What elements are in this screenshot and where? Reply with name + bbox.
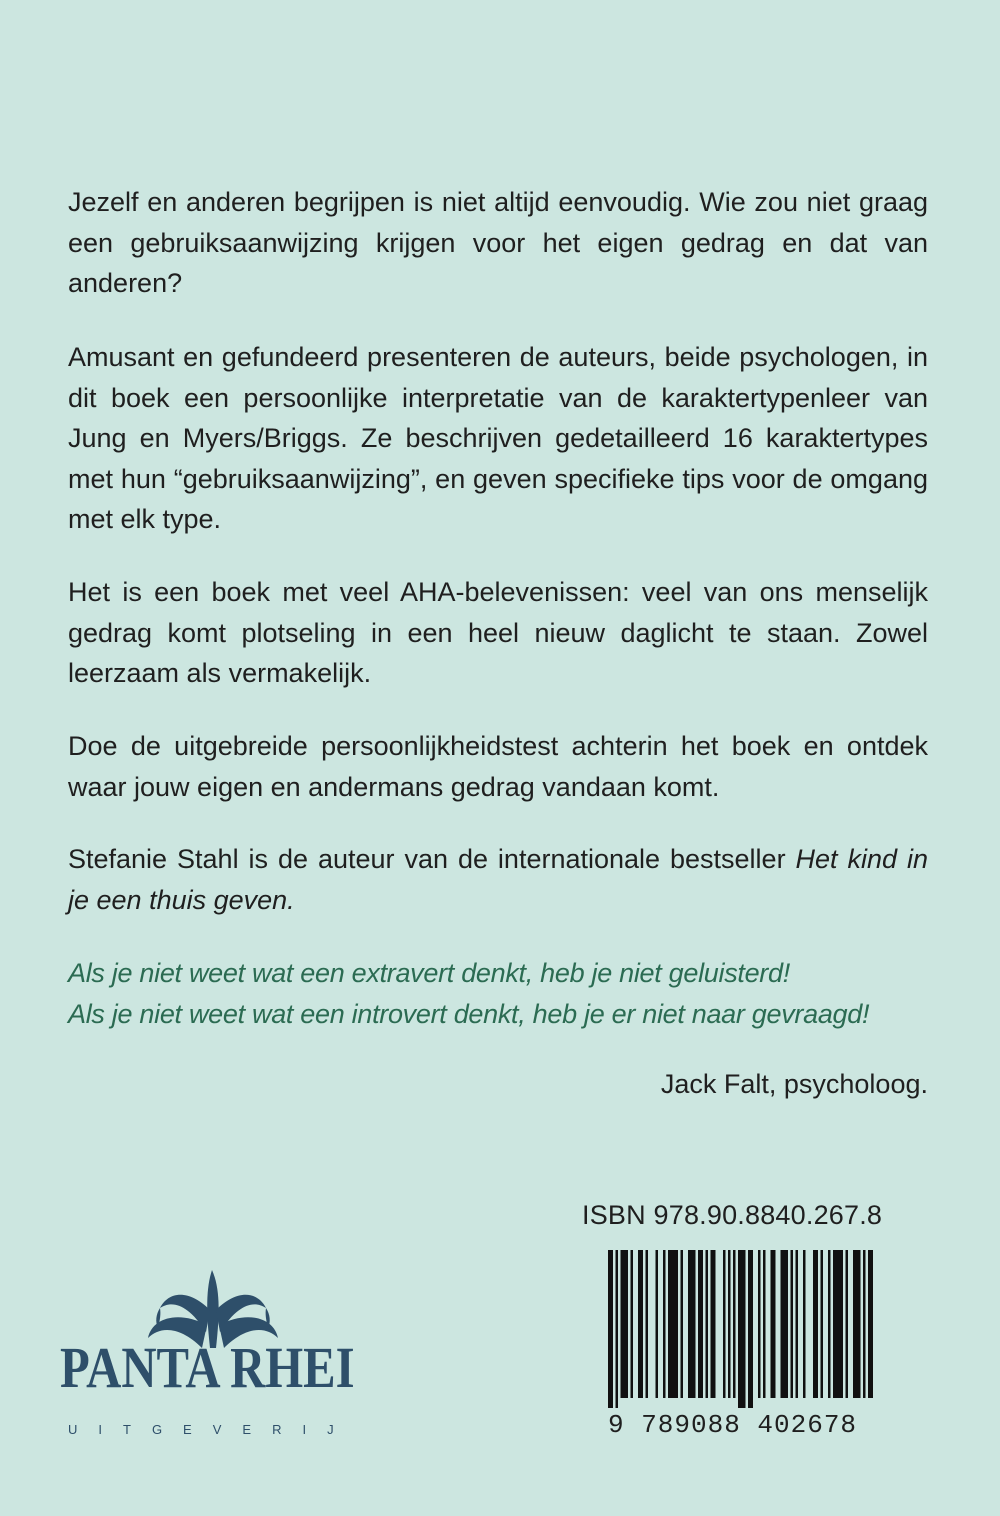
blurb-paragraph-2: Amusant en gefundeerd presenteren de auteurs, beide psychologen, in dit boek een persoonlijke interpretatie van de karaktertypenleer van Jung en Myers/Briggs. Ze beschrijven gedetailleerd 16 karaktertypes met hun “gebruiksaanwijzing”, en geven specifieke tips voor de omgang met elk type. <box>68 342 928 534</box>
barcode-bar <box>698 1250 703 1398</box>
quote-line-2: Als je niet weet wat een introvert denkt, heb je er niet naar gevraagd! <box>68 998 870 1029</box>
barcode-bar <box>656 1250 659 1398</box>
barcode-bar <box>821 1250 824 1398</box>
barcode-bar <box>681 1250 684 1398</box>
barcode-bar <box>738 1250 746 1408</box>
barcode-bar <box>813 1250 818 1398</box>
quote-attribution: Jack Falt, psycholoog. <box>660 1069 928 1099</box>
barcode-bar <box>706 1250 709 1398</box>
barcode-bar <box>638 1250 643 1398</box>
blurb-paragraph-4: Doe de uitgebreide persoonlijkheidstest achterin het boek en ontdek waar jouw eigen en andermans gedrag vandaan komt. <box>68 731 928 802</box>
barcode-bar <box>771 1250 776 1398</box>
barcode-bar <box>853 1250 861 1398</box>
blurb-paragraph-1: Jezelf en anderen begrijpen is niet altijd eenvoudig. Wie zou niet graag een gebruiksaanwijzing krijgen voor het eigen gedrag en dat van anderen? <box>68 187 928 298</box>
barcode-bar <box>781 1250 789 1398</box>
barcode-bar <box>631 1250 634 1398</box>
barcode-bars <box>608 1250 873 1408</box>
blurb-paragraph-5 <box>68 839 928 920</box>
blurb-paragraph-3: Het is een boek met veel AHA-belevenissen: veel van ons menselijk gedrag komt plotseling in een heel nieuw daglicht te staan. Zowel leerzaam als vermakelijk. <box>68 577 928 688</box>
barcode-bar <box>833 1250 843 1398</box>
barcode-bar <box>688 1250 696 1398</box>
barcode-bar <box>863 1250 866 1398</box>
barcode-bar <box>748 1250 753 1408</box>
barcode-bar <box>868 1250 873 1398</box>
publisher-name: PANTA RHEI <box>60 1335 355 1400</box>
quote-line-1: Als je niet weet wat een extravert denkt, heb je niet geluisterd! <box>68 958 790 988</box>
barcode-bar <box>758 1250 761 1398</box>
barcode-bar <box>616 1250 619 1408</box>
barcode-bar <box>803 1250 806 1398</box>
barcode-bar <box>846 1250 849 1398</box>
barcode-bar <box>608 1250 613 1408</box>
barcode-bar <box>711 1250 716 1398</box>
author-note: Stefanie Stahl is de auteur van de internationale bestseller <box>68 844 796 874</box>
barcode <box>608 1250 873 1450</box>
barcode-bar <box>646 1250 649 1398</box>
barcode-digits: 9 789088 402678 <box>608 1410 858 1440</box>
barcode-bar <box>723 1250 726 1398</box>
barcode-bar <box>828 1250 831 1398</box>
isbn-label: ISBN 978.90.8840.267.8 <box>582 1200 883 1230</box>
barcode-bar <box>791 1250 794 1398</box>
barcode-bar <box>728 1250 731 1398</box>
barcode-bar <box>733 1250 736 1398</box>
barcode-bar <box>796 1250 799 1398</box>
barcode-bar <box>621 1250 629 1398</box>
barcode-bar <box>763 1250 766 1398</box>
publisher-subtitle: UITGEVERIJ <box>68 1422 355 1437</box>
publisher-logo <box>60 1270 370 1450</box>
barcode-bar <box>663 1250 666 1398</box>
barcode-bar <box>668 1250 678 1398</box>
quote-block <box>68 953 928 1034</box>
book-title: Het kind in je een thuis geven. <box>68 844 928 915</box>
